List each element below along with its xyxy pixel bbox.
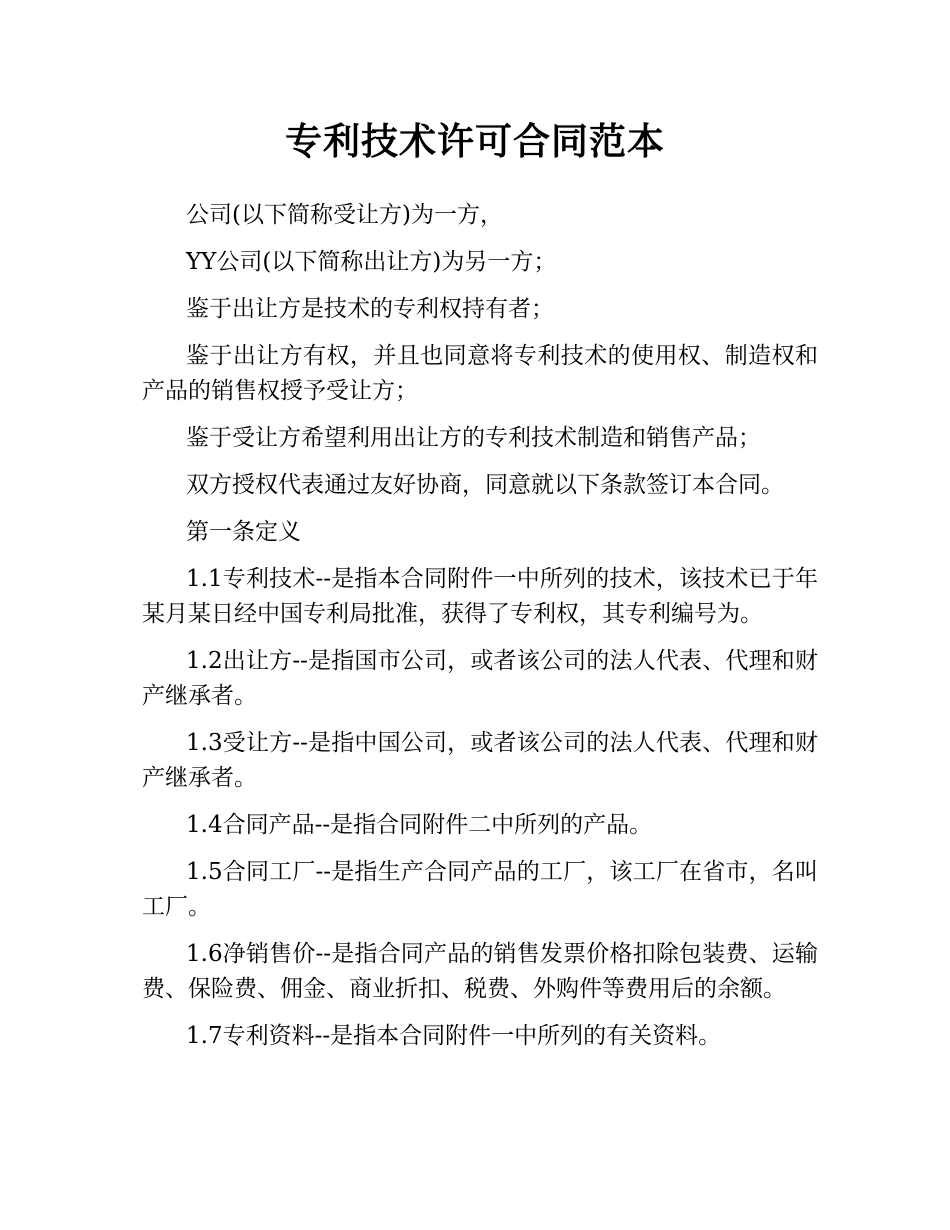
paragraph-whereas-patent-holder: 鉴于出让方是技术的专利权持有者； [186, 296, 554, 322]
clause-1-3: 1.3受让方--是指中国公司，或者该公司的法人代表、代理和财产继承者。 [142, 730, 818, 791]
paragraph-party-transferor: YY公司(以下简称出让方)为另一方； [186, 249, 557, 275]
document-title: 专利技术许可合同范本 [285, 120, 665, 163]
clause-1-1: 1.1专利技术--是指本合同附件一中所列的技术，该技术已于年某月某日经中国专利局批准，获得了专利权，其专利编号为。 [142, 566, 818, 627]
clause-1-4: 1.4合同产品--是指合同附件二中所列的产品。 [186, 812, 653, 838]
paragraph-party-transferee: 公司(以下简称受让方)为一方， [186, 202, 503, 228]
clause-1-7: 1.7专利资料--是指本合同附件一中所列的有关资料。 [186, 1023, 722, 1049]
clause-1-2: 1.2出让方--是指国市公司，或者该公司的法人代表、代理和财产继承者。 [142, 648, 818, 709]
clause-1-6: 1.6净销售价--是指合同产品的销售发票价格扣除包装费、运输费、保险费、佣金、商业折扣、税费、外购件等费用后的余额。 [142, 941, 818, 1002]
document-body [142, 198, 818, 1066]
section-heading-definitions: 第一条定义 [186, 519, 301, 545]
paragraph-whereas-grant-rights: 鉴于出让方有权，并且也同意将专利技术的使用权、制造权和产品的销售权授予受让方； [142, 343, 818, 404]
paragraph-whereas-transferee-wish: 鉴于受让方希望利用出让方的专利技术制造和销售产品； [186, 425, 761, 451]
clause-1-5: 1.5合同工厂--是指生产合同产品的工厂，该工厂在省市，名叫工厂。 [142, 859, 818, 920]
paragraph-agreement: 双方授权代表通过友好协商，同意就以下条款签订本合同。 [186, 472, 784, 498]
